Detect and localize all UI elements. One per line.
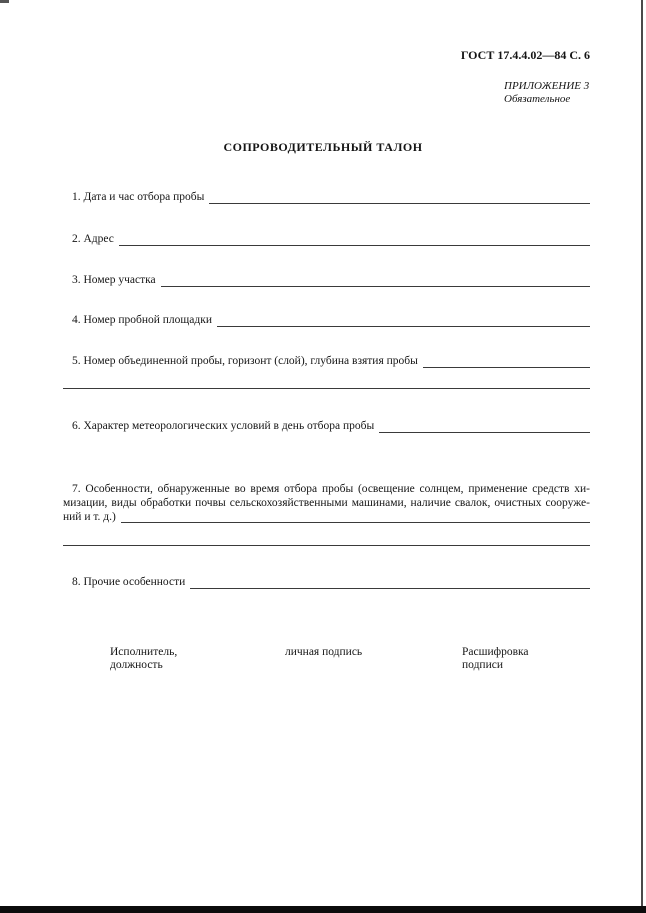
form-item-6 [72,420,590,435]
form-item-7-line-3 [63,511,590,525]
item-label: 1. Дата и час отбора пробы [72,191,205,203]
annex-note [504,80,589,105]
form-item-4 [72,314,590,329]
form-item-2 [72,233,590,248]
item-label: 8. Прочие особенности [72,576,186,588]
item-label: 6. Характер метеорологических условий в день отбора пробы [72,420,375,432]
blank-line [161,274,590,289]
signature-transcript-line-2: подписи [462,659,503,672]
item-label: 5. Номер объединенной пробы, горизонт (слой), глубина взятия пробы [72,355,418,367]
scan-artifact-top-left [0,0,9,3]
signature-transcript [462,646,529,672]
scan-artifact-right-edge [641,0,643,913]
form-item-3 [72,274,590,289]
signature-executor-line-1: Исполнитель, [110,646,178,658]
signature-personal [285,646,362,659]
form-title: СОПРОВОДИТЕЛЬНЫЙ ТАЛОН [223,140,423,154]
blank-line [119,233,590,248]
item-label: ний и т. д.) [63,511,116,523]
scan-artifact-bottom-edge [0,906,646,913]
form-item-1 [72,191,590,206]
signature-executor-line-2: должность [110,659,163,672]
blank-line [190,576,590,591]
form-item-7-line-2: мизации, виды обработки почвы сельскохозяйственными машинами, наличие свалок, очистных сооруже- [63,497,590,509]
blank-line [423,355,590,370]
blank-line-full [63,388,590,389]
blank-line [217,314,590,329]
blank-line [379,420,590,435]
blank-line-full [63,545,590,546]
form-item-8 [72,576,590,591]
signature-executor [110,646,177,672]
annex-subtitle: Обязательное [504,92,571,105]
signature-transcript-line-1: Расшифровка [462,646,529,658]
item-label: 2. Адрес [72,233,114,245]
signature-personal-label: личная подпись [285,646,363,658]
item-label: 3. Номер участка [72,274,156,286]
blank-line [121,511,590,525]
form-item-7-line-1: 7. Особенности, обнаруженные во время отбора пробы (освещение солнцем, применение средств хи- [72,483,590,495]
annex-title: ПРИЛОЖЕНИЕ 3 [504,80,590,92]
gost-standard-number: ГОСТ 17.4.4.02—84 С. 6 [460,48,590,62]
item-label: 4. Номер пробной площадки [72,314,212,326]
form-item-5 [72,355,590,370]
blank-line [209,191,590,206]
